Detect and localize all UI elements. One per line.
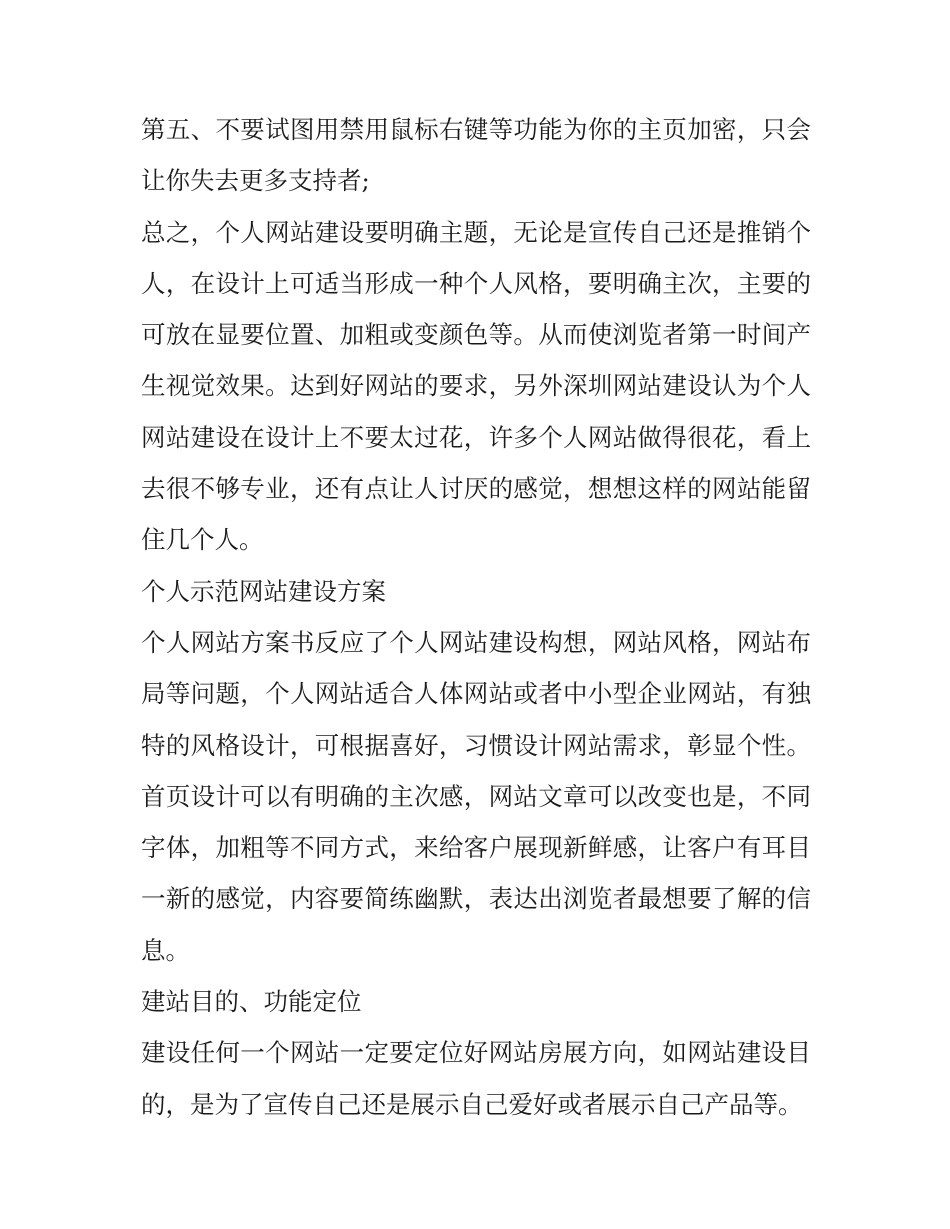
paragraph-plan-description: 个人网站方案书反应了个人网站建设构想，网站风格，网站布局等问题，个人网站适合人体网站或者中小型企业网站，有独特的风格设计，可根据喜好，习惯设计网站需求，彰显个性。首页设计可以有明确的主次感，网站文章可以改变也是，不同字体，加粗等不同方式，来给客户展现新鲜感，让客户有耳目一新的感觉，内容要简练幽默，表达出浏览者最想要了解的信息。 — [141, 627, 811, 965]
section-heading-purpose: 建站目的、功能定位 — [141, 987, 362, 1017]
paragraph-purpose-description: 建设任何一个网站一定要定位好网站房展方向，如网站建设目的，是为了宣传自己还是展示自己爱好或者展示自己产品等。 — [141, 1038, 811, 1119]
section-heading-demo-plan: 个人示范网站建设方案 — [141, 576, 386, 606]
paragraph-right-click-advice: 第五、不要试图用禁用鼠标右键等功能为你的主页加密，只会让你失去更多支持者; — [141, 115, 811, 196]
paragraph-summary: 总之，个人网站建设要明确主题，无论是宣传自己还是推销个人，在设计上可适当形成一种个人风格，要明确主次，主要的可放在显要位置、加粗或变颜色等。从而使浏览者第一时间产生视觉效果。达到好网站的要求，另外深圳网站建设认为个人网站建设在设计上不要太过花，许多个人网站做得很花，看上去很不够专业，还有点让人讨厌的感觉，想想这样的网站能留住几个人。 — [141, 217, 811, 555]
document-body — [141, 104, 811, 1130]
